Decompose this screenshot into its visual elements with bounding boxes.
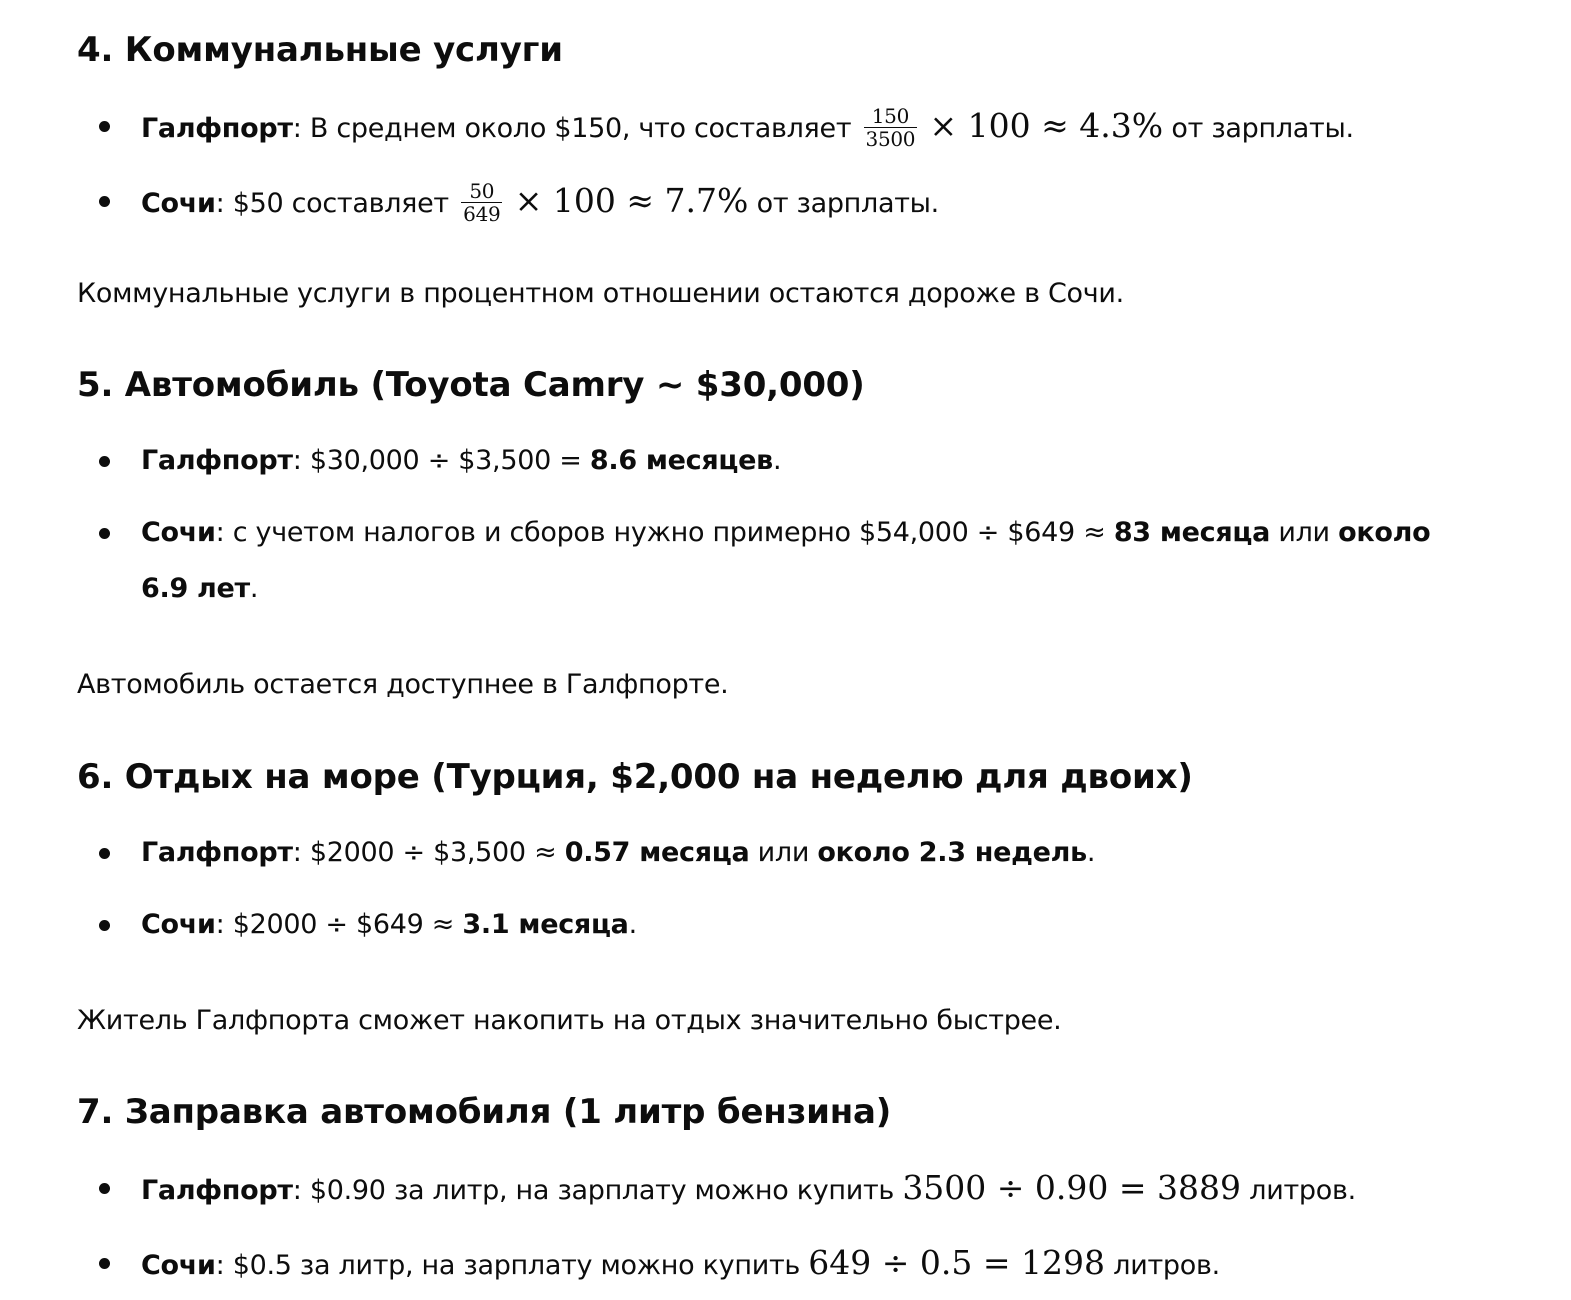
section-summary: Коммунальные услуги в процентном отношении остаются дороже в Сочи. [77, 278, 1124, 309]
item-text: : В среднем около $150, что составляет [292, 113, 860, 144]
fraction-numerator: 50 [461, 180, 502, 203]
list-item [77, 1235, 1537, 1294]
math-expression: 649 ÷ 0.5 = 1298 [808, 1243, 1105, 1282]
item-text: : с учетом налогов и сборов нужно примерно $54,000 ÷ $649 ≈ [215, 517, 1114, 548]
list-item [77, 505, 1537, 617]
item-text: . [249, 573, 259, 604]
fraction-numerator: 150 [864, 105, 918, 128]
item-text: от зарплаты. [748, 188, 939, 219]
vacation-list [77, 825, 1537, 953]
list-item [77, 433, 1537, 489]
city-label: Сочи [141, 1250, 216, 1281]
city-label: Сочи [141, 188, 216, 219]
highlight-value: около [1338, 517, 1431, 548]
list-item [77, 1160, 1537, 1219]
fuel-list [77, 1160, 1537, 1294]
item-text: литров. [1105, 1250, 1220, 1281]
section-summary: Житель Галфпорта сможет накопить на отдых значительно быстрее. [77, 1005, 1062, 1036]
car-list [77, 433, 1537, 617]
math-expression: × 100 ≈ 4.3% [929, 106, 1164, 145]
city-label: Галфпорт [141, 113, 293, 144]
bullet-icon [99, 1183, 110, 1194]
section-heading-car: 5. Автомобиль (Toyota Camry ~ $30,000) [77, 365, 865, 405]
utilities-list [77, 98, 1537, 232]
fraction-denominator: 3500 [865, 127, 916, 151]
bullet-icon [99, 920, 110, 931]
city-label: Галфпорт [141, 837, 293, 868]
highlight-value: 6.9 лет [141, 573, 250, 604]
item-text: литров. [1241, 1175, 1356, 1206]
bullet-icon [99, 848, 110, 859]
list-item [77, 98, 1537, 157]
list-item [77, 897, 1537, 953]
math-expression: × 100 ≈ 7.7% [514, 181, 749, 220]
item-text: . [628, 909, 637, 940]
item-text: : $0.5 за литр, на зарплату можно купить [215, 1250, 809, 1281]
section-summary: Автомобиль остается доступнее в Галфпорте. [77, 669, 729, 700]
highlight-value: 0.57 месяца [564, 837, 750, 868]
city-label: Сочи [141, 517, 216, 548]
highlight-value: 3.1 месяца [462, 909, 629, 940]
section-heading-utilities: 4. Коммунальные услуги [77, 30, 563, 70]
bullet-icon [99, 196, 110, 207]
city-label: Галфпорт [141, 445, 293, 476]
highlight-value: около 2.3 недель [817, 837, 1087, 868]
item-text: : $2000 ÷ $649 ≈ [215, 909, 463, 940]
item-text: . [1086, 837, 1096, 868]
bullet-icon [99, 528, 110, 539]
list-item [77, 825, 1537, 881]
city-label: Сочи [141, 909, 216, 940]
item-text: : $50 составляет [215, 188, 458, 219]
item-text: : $30,000 ÷ $3,500 = [292, 445, 590, 476]
list-item [77, 173, 1537, 232]
item-text: . [772, 445, 782, 476]
fraction-denominator: 649 [463, 202, 501, 226]
bullet-icon [99, 456, 110, 467]
highlight-value: 8.6 месяцев [589, 445, 773, 476]
item-text: или [749, 837, 818, 868]
fraction [461, 180, 502, 225]
highlight-value: 83 месяца [1113, 517, 1271, 548]
math-expression: 3500 ÷ 0.90 = 3889 [902, 1168, 1242, 1207]
city-label: Галфпорт [141, 1175, 293, 1206]
bullet-icon [99, 121, 110, 132]
item-text: или [1270, 517, 1339, 548]
fraction [864, 105, 918, 150]
item-text: от зарплаты. [1163, 113, 1354, 144]
bullet-icon [99, 1258, 110, 1269]
item-text: : $0.90 за литр, на зарплату можно купить [292, 1175, 903, 1206]
section-heading-fuel: 7. Заправка автомобиля (1 литр бензина) [77, 1092, 892, 1132]
item-text: : $2000 ÷ $3,500 ≈ [292, 837, 565, 868]
section-heading-vacation: 6. Отдых на море (Турция, $2,000 на неделю для двоих) [77, 757, 1193, 797]
